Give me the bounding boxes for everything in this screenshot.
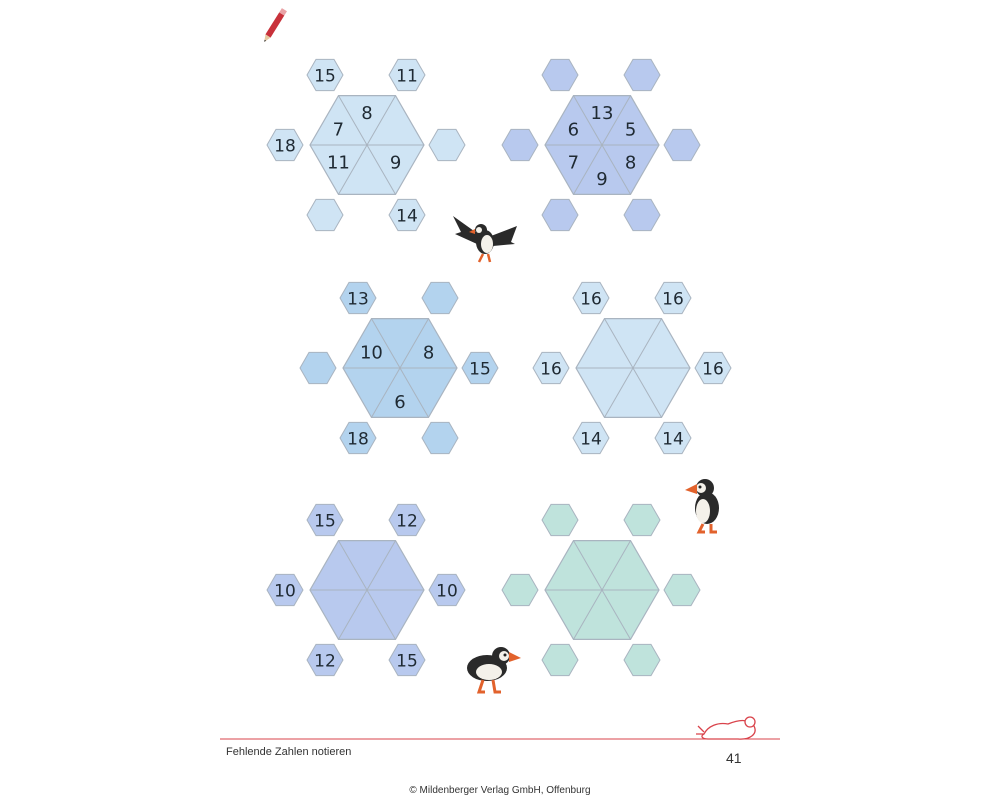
outer-sum-number: 16 <box>662 289 684 310</box>
outer-sum-hexagon <box>542 504 578 535</box>
outer-sum-hexagon <box>624 59 660 90</box>
page-number: 41 <box>726 750 742 766</box>
inner-triangle-number: 9 <box>389 152 402 174</box>
inner-triangle-number: 9 <box>596 169 608 190</box>
outer-sum-hexagon <box>422 282 458 313</box>
outer-sum-number: 10 <box>436 581 458 602</box>
inner-triangle-number: 6 <box>394 392 406 413</box>
outer-sum-hexagon <box>429 129 465 160</box>
outer-sum-number: 15 <box>396 651 418 672</box>
inner-triangle-number: 10 <box>359 342 383 364</box>
seal-icon <box>696 717 755 739</box>
puzzle-grid <box>267 59 731 675</box>
outer-sum-hexagon <box>664 129 700 160</box>
puffin-standing-right-illustration <box>685 479 719 532</box>
hexagon-puzzle <box>502 504 700 675</box>
hexagon-puzzle <box>502 59 700 230</box>
puffin-standing-bottom-illustration <box>467 647 521 692</box>
outer-sum-number: 16 <box>580 289 602 310</box>
outer-sum-hexagon <box>624 644 660 675</box>
inner-triangle-number: 7 <box>332 119 345 141</box>
pencil-icon <box>262 8 287 43</box>
outer-sum-hexagon <box>307 199 343 230</box>
puffin-flying-illustration <box>453 216 517 262</box>
hexagon-puzzle <box>533 282 731 453</box>
inner-triangle-number: 13 <box>590 103 614 124</box>
hexagon-puzzle <box>267 59 465 230</box>
outer-sum-hexagon <box>422 422 458 453</box>
outer-sum-number: 15 <box>469 359 491 380</box>
outer-sum-hexagon <box>502 574 538 605</box>
outer-sum-number: 14 <box>396 206 418 227</box>
outer-sum-number: 12 <box>396 511 418 532</box>
outer-sum-number: 11 <box>396 66 418 87</box>
outer-sum-hexagon <box>502 129 538 160</box>
inner-triangle-number: 8 <box>422 342 435 364</box>
outer-sum-hexagon <box>664 574 700 605</box>
outer-sum-hexagon <box>624 504 660 535</box>
outer-sum-number: 13 <box>347 289 369 310</box>
outer-sum-hexagon <box>624 199 660 230</box>
outer-sum-number: 15 <box>314 66 336 87</box>
outer-sum-number: 18 <box>274 136 296 157</box>
outer-sum-number: 18 <box>347 429 369 450</box>
copyright-notice: © Mildenberger Verlag GmbH, Offenburg <box>409 785 591 796</box>
outer-sum-hexagon <box>542 644 578 675</box>
inner-triangle-number: 6 <box>567 119 580 141</box>
outer-sum-number: 14 <box>662 429 684 450</box>
inner-triangle-number: 7 <box>567 152 580 174</box>
outer-sum-number: 16 <box>540 359 562 380</box>
outer-sum-number: 10 <box>274 581 296 602</box>
outer-sum-number: 15 <box>314 511 336 532</box>
inner-triangle-number: 8 <box>624 152 637 174</box>
footer-title: Fehlende Zahlen notieren <box>226 746 352 758</box>
outer-sum-hexagon <box>542 59 578 90</box>
outer-sum-number: 12 <box>314 651 336 672</box>
inner-triangle-number: 8 <box>361 103 373 124</box>
outer-sum-hexagon <box>542 199 578 230</box>
outer-sum-hexagon <box>300 352 336 383</box>
outer-sum-number: 14 <box>580 429 602 450</box>
hexagon-puzzle <box>300 282 498 453</box>
inner-triangle-number: 11 <box>326 152 350 174</box>
outer-sum-number: 16 <box>702 359 724 380</box>
inner-triangle-number: 5 <box>624 119 637 141</box>
hexagon-puzzle <box>267 504 465 675</box>
